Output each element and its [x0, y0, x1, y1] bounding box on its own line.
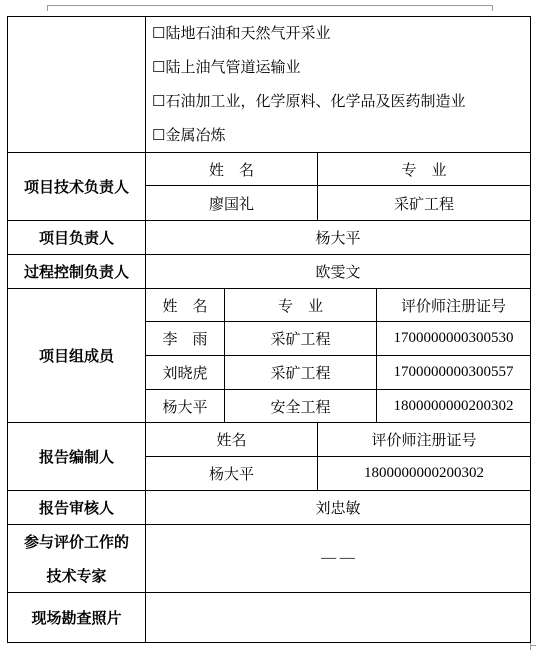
team-label	[7, 288, 145, 422]
industry-option: ☐陆上油气管道运输业	[152, 60, 301, 76]
cert-number: 1800000000200302	[393, 397, 514, 414]
person-name: 刘忠敏	[315, 501, 361, 517]
page-margin-mark	[47, 5, 493, 11]
column-header: 专 业	[277, 298, 323, 315]
blank-cell	[7, 16, 145, 152]
tech-lead-major	[317, 185, 530, 220]
report-author-label	[7, 422, 145, 490]
site-photo-area	[145, 592, 530, 642]
person-major: 采矿工程	[270, 366, 331, 382]
report-reviewer-label	[7, 490, 145, 524]
team-cert-header	[376, 288, 530, 321]
industry-option: ☐陆地石油和天然气开采业	[152, 26, 331, 42]
process-control-lead-value	[145, 254, 530, 288]
person-major: 安全工程	[270, 399, 331, 416]
tech-lead-name	[145, 185, 317, 220]
report-reviewer-value	[145, 490, 530, 524]
column-header: 专 业	[401, 162, 447, 179]
process-control-lead-label	[7, 254, 145, 288]
person-name: 欧雯文	[315, 265, 361, 281]
team-member-major	[224, 355, 376, 389]
report-reviewer-label-text: 报告审核人	[38, 499, 114, 517]
project-lead-label	[7, 220, 145, 254]
column-header: 评价师注册证号	[371, 433, 477, 449]
experts-value	[145, 524, 530, 592]
person-name: 杨大平	[208, 467, 254, 483]
person-name: 李 雨	[162, 332, 208, 348]
team-member-cert	[376, 355, 530, 389]
column-header: 评价师注册证号	[400, 298, 506, 315]
person-name: 杨大平	[162, 399, 208, 416]
experts-placeholder: — —	[321, 550, 355, 566]
person-major: 采矿工程	[270, 332, 331, 348]
team-member-cert	[376, 389, 530, 422]
tech-lead-label	[7, 152, 145, 220]
team-member-major	[224, 389, 376, 422]
tech-lead-name-header	[145, 152, 317, 185]
team-label-text: 项目组成员	[38, 347, 114, 365]
experts-label-line: 参与评价工作的	[23, 532, 129, 551]
person-name: 刘晓虎	[162, 366, 208, 382]
column-header: 姓 名	[162, 298, 208, 315]
person-name: 杨大平	[315, 231, 361, 247]
column-header: 姓 名	[208, 162, 254, 179]
cert-number: 1700000000300530	[393, 330, 514, 346]
report-author-name-header	[145, 422, 317, 456]
process-control-lead-label-text: 过程控制负责人	[23, 263, 129, 281]
team-major-header	[224, 288, 376, 321]
personnel-table	[7, 16, 531, 643]
experts-label	[7, 524, 145, 592]
industry-option: ☐石油加工业，化学原料、化学品及医药制造业	[152, 94, 466, 110]
page-corner-mark	[530, 642, 531, 650]
team-member-cert	[376, 321, 530, 355]
cert-number: 1800000000200302	[364, 465, 484, 481]
report-author-name	[145, 456, 317, 490]
person-major: 采矿工程	[393, 196, 454, 213]
industry-option: ☐金属冶炼	[152, 128, 226, 144]
project-lead-label-text: 项目负责人	[38, 229, 114, 247]
site-photos-label-text: 现场勘查照片	[31, 609, 122, 627]
team-name-header	[145, 288, 224, 321]
cert-number: 1700000000300557	[393, 364, 514, 380]
tech-lead-major-header	[317, 152, 530, 185]
team-member-name	[145, 389, 224, 422]
project-lead-value	[145, 220, 530, 254]
page-corner-mark	[530, 645, 536, 646]
report-author-cert-header	[317, 422, 530, 456]
person-name: 廖国礼	[208, 196, 254, 213]
report-author-cert	[317, 456, 530, 490]
industry-checklist	[145, 16, 530, 152]
team-member-major	[224, 321, 376, 355]
site-photos-label	[7, 592, 145, 642]
column-header: 姓名	[216, 433, 247, 449]
experts-label-line: 技术专家	[46, 566, 107, 585]
team-member-name	[145, 355, 224, 389]
report-author-label-text: 报告编制人	[38, 448, 114, 466]
team-member-name	[145, 321, 224, 355]
tech-lead-label-text: 项目技术负责人	[23, 178, 129, 196]
